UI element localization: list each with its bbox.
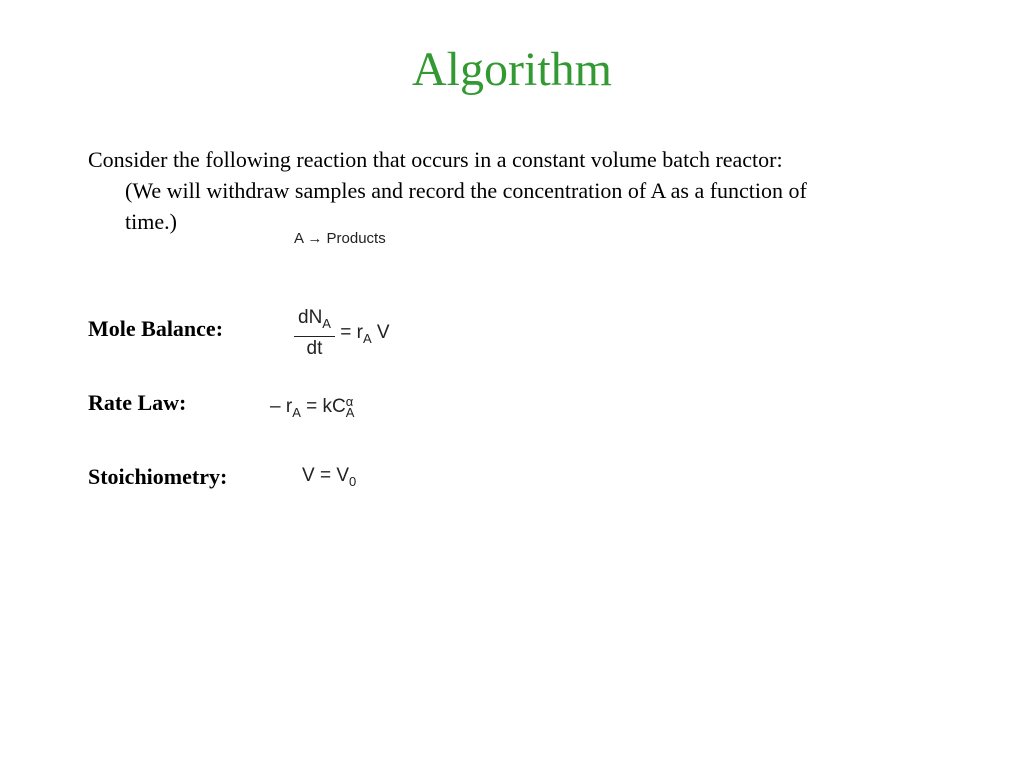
reaction-arrow: → <box>307 230 323 247</box>
fraction-denominator: dt <box>306 337 323 359</box>
mole-balance-fraction <box>294 306 335 361</box>
rate-law-label: Rate Law: <box>88 390 187 415</box>
mole-balance-equation <box>294 306 390 361</box>
reaction-equation <box>294 230 386 247</box>
intro-line-1: Consider the following reaction that occurs in a constant volume batch reactor: <box>88 147 783 172</box>
rate-law-exponent: α A <box>345 394 355 420</box>
reactant: A <box>294 230 304 247</box>
product: Products <box>326 230 386 247</box>
slide-title: Algorithm <box>412 43 612 96</box>
stoichiometry-label: Stoichiometry: <box>88 464 228 489</box>
mole-balance-rhs: = $r_A$ V <box>340 322 390 347</box>
stoichiometry-equation: $V = V_0$ <box>302 465 357 489</box>
intro-line-2: (We will withdraw samples and record the concentration of A as a function of <box>125 178 807 203</box>
intro-text <box>88 144 938 237</box>
intro-line-3: time.) <box>125 209 177 234</box>
mole-balance-label: Mole Balance: <box>88 316 224 341</box>
rate-law-equation: – $r_A$ = kC α A <box>270 394 355 420</box>
fraction-numerator: $dN_A$ <box>294 306 335 337</box>
